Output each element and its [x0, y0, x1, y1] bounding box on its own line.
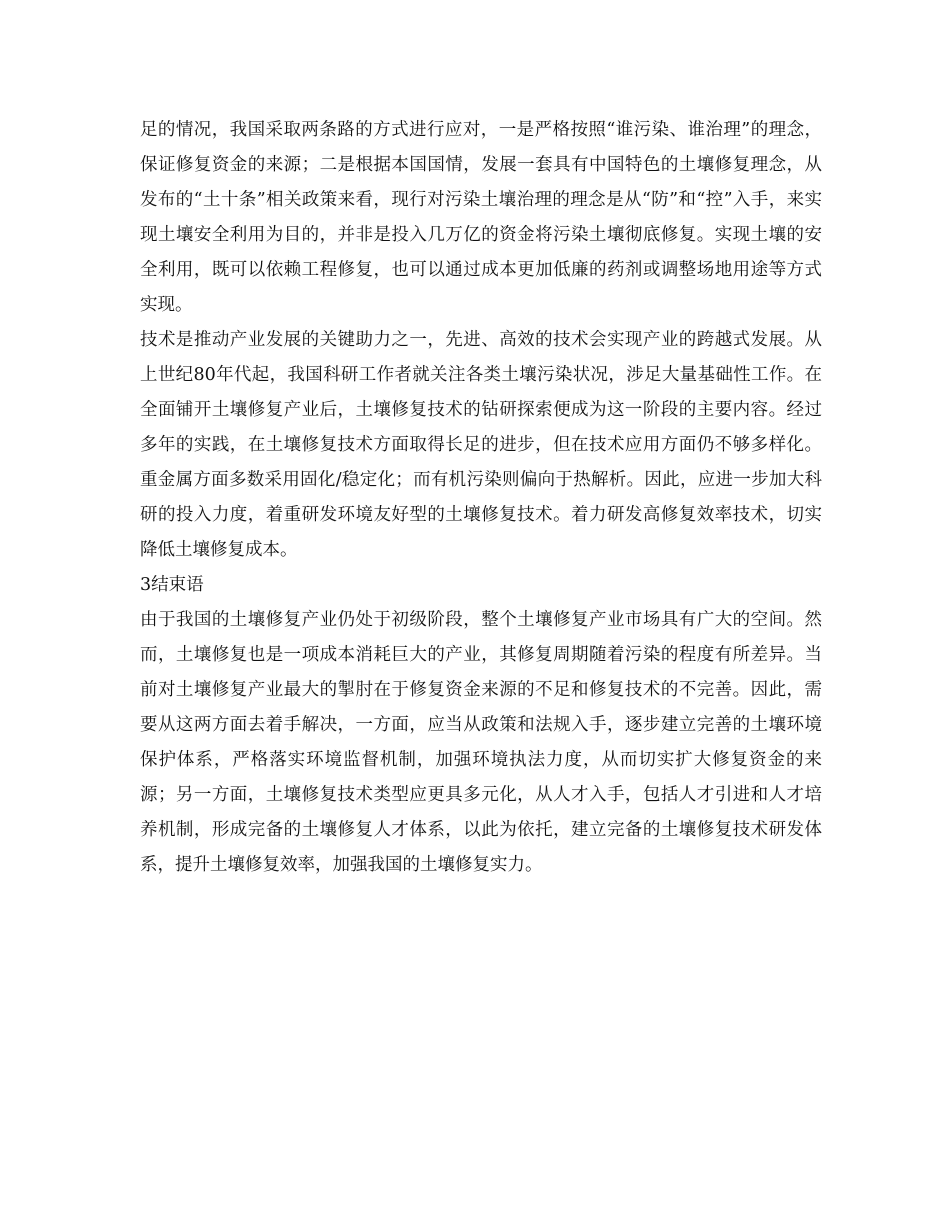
- paragraph-remediation-technology: 技术是推动产业发展的关键助力之一，先进、高效的技术会实现产业的跨越式发展。从上世纪80年代起，我国科研工作者就关注各类土壤污染状况，涉足大量基础性工作。在全面铺开土壤修复产业后，土壤修复技术的钻研探索便成为这一阶段的主要内容。经过多年的实践，在土壤修复技术方面取得长足的进步，但在技术应用方面仍不够多样化。重金属方面多数采用固化/稳定化；而有机污染则偏向于热解析。因此，应进一步加大科研的投入力度，着重研发环境友好型的土壤修复技术。着力研发高修复效率技术，切实降低土壤修复成本。: [140, 330, 822, 560]
- paragraph-conclusion: 由于我国的土壤修复产业仍处于初级阶段，整个土壤修复产业市场具有广大的空间。然而，土壤修复也是一项成本消耗巨大的产业，其修复周期随着污染的程度有所差异。当前对土壤修复产业最大的掣肘在于修复资金来源的不足和修复技术的不完善。因此，需要从这两方面去着手解决，一方面，应当从政策和法规入手，逐步建立完善的土壤环境保护体系，严格落实环境监督机制，加强环境执法力度，从而切实扩大修复资金的来源；另一方面，土壤修复技术类型应更具多元化，从人才入手，包括人才引进和人才培养机制，形成完备的土壤修复人才体系，以此为依托，建立完备的土壤修复技术研发体系，提升土壤修复效率，加强我国的土壤修复实力。: [140, 610, 822, 875]
- paragraph-remediation-approach: 足的情况，我国采取两条路的方式进行应对，一是严格按照“谁污染、谁治理”的理念，保证修复资金的来源；二是根据本国国情，发展一套具有中国特色的土壤修复理念，从发布的“土十条”相关政策来看，现行对污染土壤治理的理念是从“防”和“控”入手，来实现土壤安全利用为目的，并非是投入几万亿的资金将污染土壤彻底修复。实现土壤的安全利用，既可以依赖工程修复，也可以通过成本更加低廉的药剂或调整场地用途等方式实现。: [140, 120, 822, 315]
- section-heading-conclusion: 3结束语: [140, 575, 204, 595]
- document-body: [140, 113, 822, 883]
